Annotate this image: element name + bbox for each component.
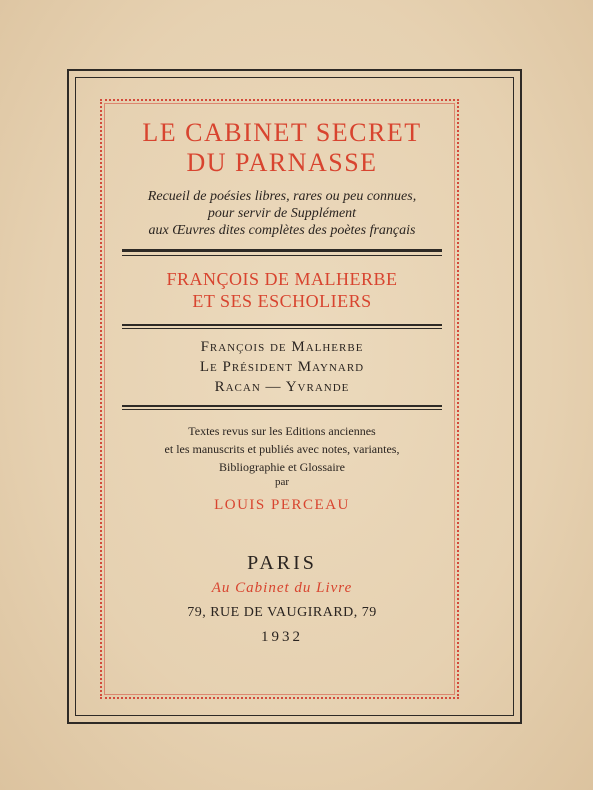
author-list bbox=[112, 337, 452, 397]
notes-line-3: Bibliographie et Glossaire bbox=[219, 460, 345, 474]
subtitle-line-2: pour servir de Supplément bbox=[207, 206, 357, 221]
divider-3 bbox=[122, 405, 442, 410]
notes-line-2: et les manuscrits et publiés avec notes, variantes, bbox=[164, 442, 400, 456]
volume-title-line-1: FRANÇOIS DE MALHERBE bbox=[166, 269, 398, 289]
divider-2 bbox=[122, 324, 442, 329]
imprint-publisher: Au Cabinet du Livre bbox=[211, 580, 353, 596]
series-title-line-1: LE CABINET SECRET bbox=[142, 118, 422, 147]
volume-title-line-2: ET SES ESCHOLIERS bbox=[192, 291, 372, 311]
series-title-line-2: DU PARNASSE bbox=[186, 148, 378, 177]
author-2: Le Président Maynard bbox=[199, 359, 365, 375]
author-1: François de Malherbe bbox=[200, 339, 364, 355]
notes-line-1: Textes revus sur les Editions anciennes bbox=[188, 424, 376, 438]
series-subtitle bbox=[112, 188, 452, 239]
subtitle-line-3: aux Œuvres dites complètes des poètes français bbox=[148, 223, 416, 238]
edition-notes bbox=[112, 422, 452, 489]
par-label: par bbox=[274, 476, 290, 488]
imprint-year: 1932 bbox=[261, 629, 303, 645]
author-3: Racan — Yvrande bbox=[214, 379, 350, 395]
divider-1 bbox=[122, 249, 442, 256]
editor-name: LOUIS PERCEAU bbox=[214, 497, 350, 513]
volume-title bbox=[112, 268, 452, 312]
imprint-city: PARIS bbox=[247, 552, 317, 574]
title-content bbox=[112, 118, 452, 646]
subtitle-line-1: Recueil de poésies libres, rares ou peu connues, bbox=[147, 189, 417, 204]
imprint-address: 79, RUE DE VAUGIRARD, 79 bbox=[187, 605, 377, 620]
